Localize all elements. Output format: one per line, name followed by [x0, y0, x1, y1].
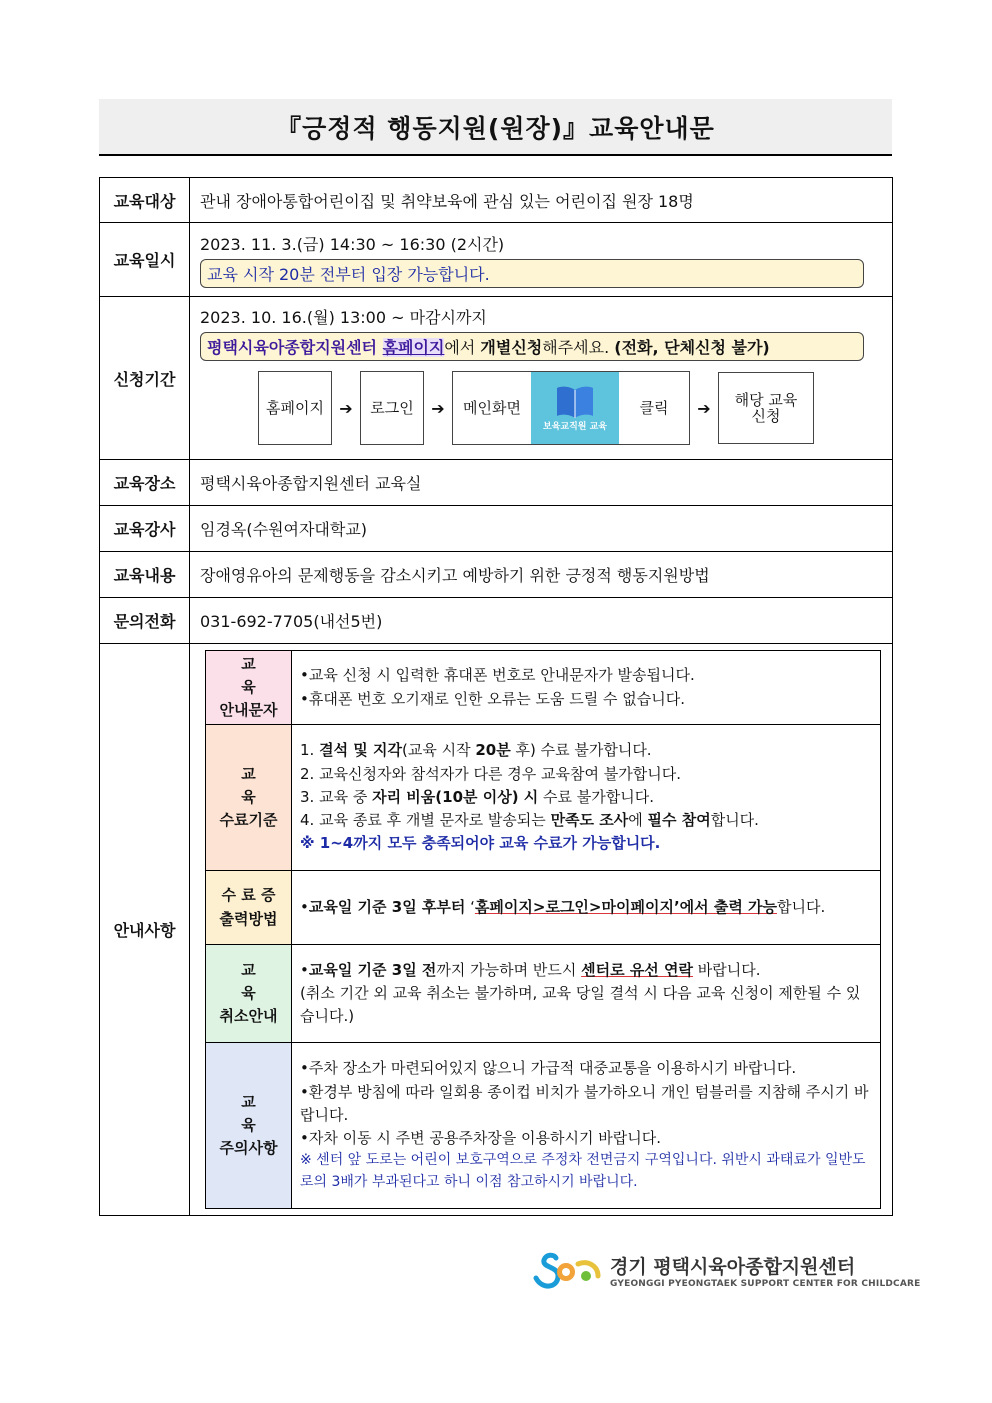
notice-line: 3. 교육 중 자리 비움(10분 이상) 시 수료 불가합니다. — [300, 787, 655, 806]
arrow-icon: ➔ — [431, 398, 445, 418]
notice-label: 수료기준 — [219, 811, 278, 830]
row-value: 장애영유아의 문제행동을 감소시키고 예방하기 위한 긍정적 행동지원방법 — [190, 552, 893, 598]
notice-caution — [206, 1043, 881, 1209]
row-value: 2023. 10. 16.(월) 13:00 ~ 마감시까지 — [200, 308, 487, 327]
arrow-icon: ➔ — [339, 398, 353, 418]
row-value: 임경옥(수원여자대학교) — [190, 506, 893, 552]
row-label: 교육장소 — [100, 460, 190, 506]
notice-label: 교 육 — [241, 654, 270, 696]
notice-label: 취소안내 — [219, 1007, 278, 1026]
row-label: 교육내용 — [100, 552, 190, 598]
center-name-english: GYEONGGI PYEONGTAEK SUPPORT CENTER FOR CHILDCARE — [610, 1278, 921, 1289]
notice-line: ※ 1~4까지 모두 충족되어야 교육 수료가 가능합니다. — [300, 834, 661, 853]
notice-line: (취소 기간 외 교육 취소는 불가하며, 교육 당일 결석 시 다음 교육 신청이 제한될 수 있습니다.) — [300, 983, 861, 1026]
notice-label: 주의사항 — [219, 1139, 278, 1158]
row-value: 관내 장애아통합어린이집 및 취약보육에 관심 있는 어린이집 원장 18명 — [190, 178, 893, 223]
flow-step-apply: 해당 교육 신청 — [718, 372, 814, 444]
row-notice — [100, 644, 893, 1216]
flow-step-login: 로그인 — [360, 371, 424, 445]
row-label: 교육일시 — [100, 223, 190, 297]
row-target — [100, 178, 893, 223]
notice-line: •환경부 방침에 따라 일회용 종이컵 비치가 불가하오니 개인 텀블러를 지참해 주시기 바랍니다. — [300, 1082, 869, 1124]
notice-sms — [206, 651, 881, 725]
page-title: 『긍정적 행동지원(원장)』교육안내문 — [276, 113, 715, 143]
notice-line: •자차 이동 시 주변 공용주차장을 이용하시기 바랍니다. — [300, 1129, 662, 1148]
row-label: 안내사항 — [100, 644, 190, 1216]
entry-note: 교육 시작 20분 전부터 입장 가능합니다. — [200, 259, 864, 288]
notice-label: 교 육 — [241, 960, 270, 1002]
row-label: 교육강사 — [100, 506, 190, 552]
center-logo-icon — [532, 1250, 604, 1290]
row-apply — [100, 297, 893, 460]
notice-line: •교육일 기준 3일 후부터 ‘홈페이지>로그인>마이페이지’에서 출력 가능합니다. — [300, 897, 826, 916]
notice-line: 2. 교육신청자와 참석자가 다른 경우 교육참여 불가합니다. — [300, 764, 681, 783]
arrow-icon: ➔ — [697, 398, 711, 418]
notice-table — [205, 650, 881, 1209]
notice-line: 4. 교육 종료 후 개별 문자로 발송되는 만족도 조사에 필수 참여합니다. — [300, 811, 759, 830]
row-value: 2023. 11. 3.(금) 14:30 ~ 16:30 (2시간) — [200, 234, 505, 254]
notice-certificate — [206, 871, 881, 945]
notice-label: 교 육 — [241, 1092, 270, 1134]
row-content — [100, 552, 893, 598]
center-name: 경기 평택시육아종합지원센터 — [610, 1255, 856, 1278]
notice-cancel — [206, 945, 881, 1043]
row-value: 031-692-7705(내선5번) — [190, 598, 893, 644]
book-icon: 보육교직원 교육 — [531, 372, 619, 444]
row-phone — [100, 598, 893, 644]
notice-line: •주차 장소가 마련되어있지 않으니 가급적 대중교통을 이용하시기 바랍니다. — [300, 1059, 797, 1078]
row-datetime — [100, 223, 893, 297]
info-table — [99, 177, 893, 1216]
notice-line: 1. 결석 및 지각(교육 시작 20분 후) 수료 불가합니다. — [300, 741, 652, 760]
flow-step-homepage: 홈페이지 — [258, 371, 332, 445]
notice-line: ※ 센터 앞 도로는 어린이 보호구역으로 주정차 전면금지 구역입니다. 위반시 과태료가 일반도로의 3배가 부과된다고 하니 이점 참고하시기 바랍니다. — [300, 1152, 866, 1190]
notice-line: •교육 신청 시 입력한 휴대폰 번호로 안내문자가 발송됩니다. — [300, 666, 695, 685]
notice-completion — [206, 725, 881, 871]
footer-logo — [532, 1250, 921, 1290]
row-place — [100, 460, 893, 506]
notice-label: 출력방법 — [219, 909, 278, 928]
title-bar — [99, 99, 892, 156]
notice-line: •교육일 기준 3일 전까지 가능하며 반드시 센터로 유선 연락 바랍니다. — [300, 960, 761, 979]
notice-label: 수 료 증 — [221, 886, 276, 905]
row-value: 평택시육아종합지원센터 교육실 — [190, 460, 893, 506]
row-label: 신청기간 — [100, 297, 190, 460]
notice-label: 안내문자 — [219, 701, 278, 720]
apply-flow — [258, 371, 882, 445]
row-label: 교육대상 — [100, 178, 190, 223]
flow-step-main: 메인화면 보육교직원 교육 클릭 — [452, 371, 690, 445]
row-label: 문의전화 — [100, 598, 190, 644]
notice-label: 교 육 — [241, 764, 270, 806]
row-lecturer — [100, 506, 893, 552]
notice-line: •휴대폰 번호 오기재로 인한 오류는 도움 드릴 수 없습니다. — [300, 689, 686, 708]
apply-note: 평택시육아종합지원센터 홈페이지에서 개별신청해주세요. (전화, 단체신청 불가) — [200, 332, 864, 361]
